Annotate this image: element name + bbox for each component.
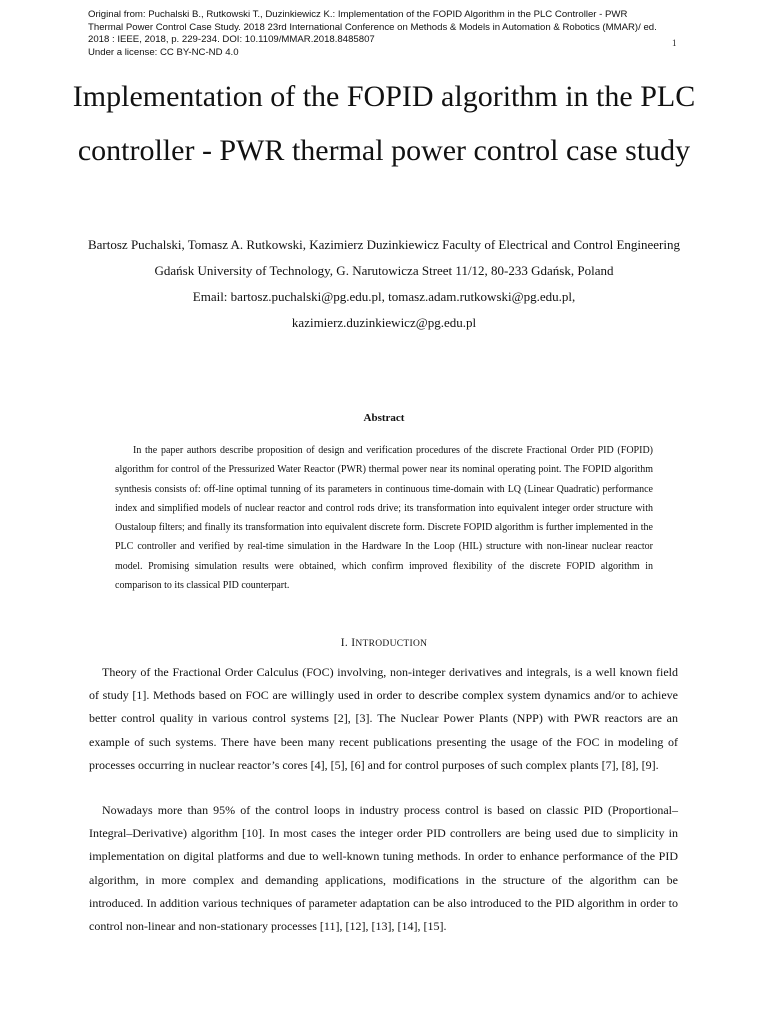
author-emails-line-2: kazimierz.duzinkiewicz@pg.edu.pl [291, 315, 477, 330]
paper-title: Implementation of the FOPID algorithm in the PLC controller - PWR thermal power control case study [72, 80, 696, 167]
citation-line: 2018 : IEEE, 2018, p. 229-234. DOI: 10.1109/MMAR.2018.8485807 [88, 34, 375, 46]
section-numeral: I. [340, 637, 349, 649]
section-heading-introduction [0, 637, 768, 649]
author-names: Bartosz Puchalski, Tomasz A. Rutkowski, Kazimierz Duzinkiewicz Faculty of Electrical and Control Engineering [87, 237, 680, 252]
author-affiliation: Gdańsk University of Technology, G. Narutowicza Street 11/12, 80-233 Gdańsk, Poland [154, 263, 614, 278]
citation-line: Thermal Power Control Case Study. 2018 23rd International Conference on Methods & Models in Automation & Robotics (MMAR)/ ed. [88, 21, 657, 33]
source-citation-note [88, 9, 698, 59]
intro-paragraph-1: Theory of the Fractional Order Calculus (FOC) involving, non-integer derivatives and integrals, is a well known field of study [1]. Methods based on FOC are willingly used in order to describe complex system dynamics and/or to achieve better control quality in various control systems [2], [3]. The Nuclear Power Plants (NPP) with PWR reactors are an example of such systems. There have been many recent publications presenting the usage of the FOC in modeling of processes occurring in nuclear reactor’s cores [4], [5], [6] and for control purposes of such complex plants [7], [8], [9]. [89, 665, 678, 772]
author-emails-line-1: Email: bartosz.puchalski@pg.edu.pl, tomasz.adam.rutkowski@pg.edu.pl, [192, 289, 576, 304]
abstract-text: In the paper authors describe proposition of design and verification procedures of the discrete Fractional Order PID (FOPID) algorithm for control of the Pressurized Water Reactor (PWR) thermal power near its nominal operating point. The FOPID algorithm synthesis consists of: off-line optimal tunning of its parameters in continuous time-domain with LQ (Linear Quadratic) performance index and simplified models of nuclear reactor and control rods drive; its transformation into equivalent integer order structure with Oustaloup filters; and finally its transformation into equivalent discrete form. Discrete FOPID algorithm is further implemented in the PLC controller and verified by real-time simulation in the Hardware In the Loop (HIL) structure with non-linear nuclear reactor model. Promising simulation results were obtained, which confirm improved flexibility of the discrete FOPID algorithm in comparison to its classical PID counterpart. [115, 445, 653, 592]
license-line: Under a license: CC BY-NC-ND 4.0 [88, 46, 239, 58]
page-number: 1 [672, 38, 677, 48]
section-title-initial: I [351, 637, 356, 649]
citation-line: Original from: Puchalski B., Rutkowski T., Duzinkiewicz K.: Implementation of the FOPID Algorithm in the PLC Controller - PWR [88, 9, 628, 20]
section-title-rest: NTRODUCTION [355, 639, 428, 649]
intro-paragraph-2: Nowadays more than 95% of the control loops in industry process control is based on classic PID (Proportional–Integral–Derivative) algorithm [10]. In most cases the integer order PID controllers are being used due to simplicity in implementation on digital platforms and due to well-known tuning methods. In order to enhance performance of the PID algorithm, in more complex and demanding applications, modifications in the structure of the algorithm can be introduced. In addition various techniques of parameter adaptation can be also introduced to the PID algorithm in order to control non-linear and non-stationary processes [11], [12], [13], [14], [15]. [89, 803, 678, 934]
abstract-heading: Abstract [363, 412, 405, 424]
author-block [80, 232, 688, 336]
